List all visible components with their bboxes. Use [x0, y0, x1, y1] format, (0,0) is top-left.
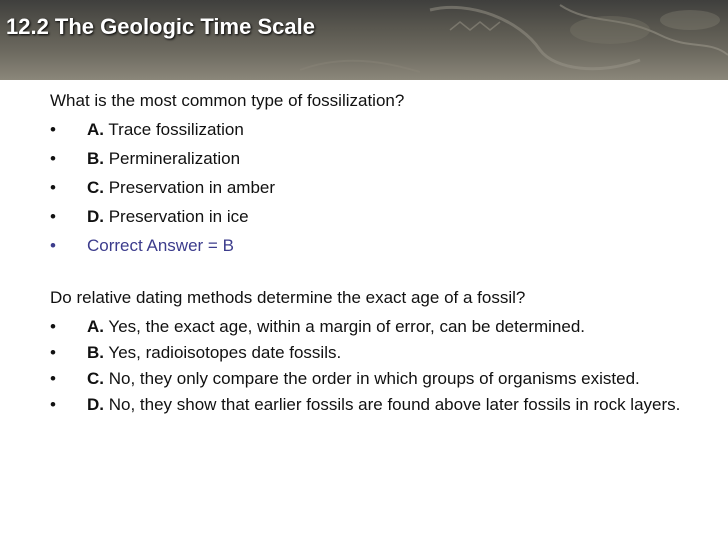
bullet: • — [50, 343, 56, 362]
answer-text: Preservation in amber — [104, 178, 276, 197]
answer-text: Yes, radioisotopes date fossils. — [104, 343, 342, 362]
bullet: • — [50, 236, 56, 255]
answer-letter: C. — [87, 178, 104, 197]
bullet: • — [50, 120, 56, 139]
fossil-texture-image — [0, 0, 728, 80]
answer-letter: D. — [87, 207, 104, 226]
answer-1a — [50, 115, 700, 144]
answer-text: Preservation in ice — [104, 207, 249, 226]
answer-2c — [50, 367, 700, 390]
answer-letter: C. — [87, 369, 104, 388]
correct-answer — [50, 231, 700, 260]
bullet: • — [50, 369, 56, 388]
answer-text: Yes, the exact age, within a margin of error, can be determined. — [104, 317, 586, 336]
answer-letter: A. — [87, 317, 104, 336]
answer-1c — [50, 173, 700, 202]
answer-1d — [50, 202, 700, 231]
answer-text: No, they only compare the order in which groups of organisms existed. — [104, 369, 640, 388]
answer-letter: B. — [87, 149, 104, 168]
answer-letter: A. — [87, 120, 104, 139]
answer-2a — [50, 315, 700, 338]
correct-answer-text: Correct Answer = B — [87, 236, 234, 255]
slide-content — [50, 86, 700, 419]
bullet: • — [50, 395, 56, 414]
bullet: • — [50, 317, 56, 336]
answer-text: Trace fossilization — [104, 120, 244, 139]
question-2: Do relative dating methods determine the exact age of a fossil? — [50, 288, 526, 307]
answer-1b — [50, 144, 700, 173]
answer-2d — [50, 393, 700, 416]
question-1: What is the most common type of fossilization? — [50, 91, 405, 110]
bullet: • — [50, 207, 56, 226]
question-1-answers — [50, 115, 700, 260]
title-banner — [0, 0, 728, 80]
spacer — [50, 260, 700, 283]
bullet: • — [50, 149, 56, 168]
question-2-answers — [50, 315, 700, 416]
answer-text: No, they show that earlier fossils are found above later fossils in rock layers. — [104, 395, 681, 414]
bullet: • — [50, 178, 56, 197]
answer-letter: D. — [87, 395, 104, 414]
slide-title: 12.2 The Geologic Time Scale — [6, 14, 315, 39]
answer-2b — [50, 341, 700, 364]
answer-text: Permineralization — [104, 149, 241, 168]
answer-letter: B. — [87, 343, 104, 362]
